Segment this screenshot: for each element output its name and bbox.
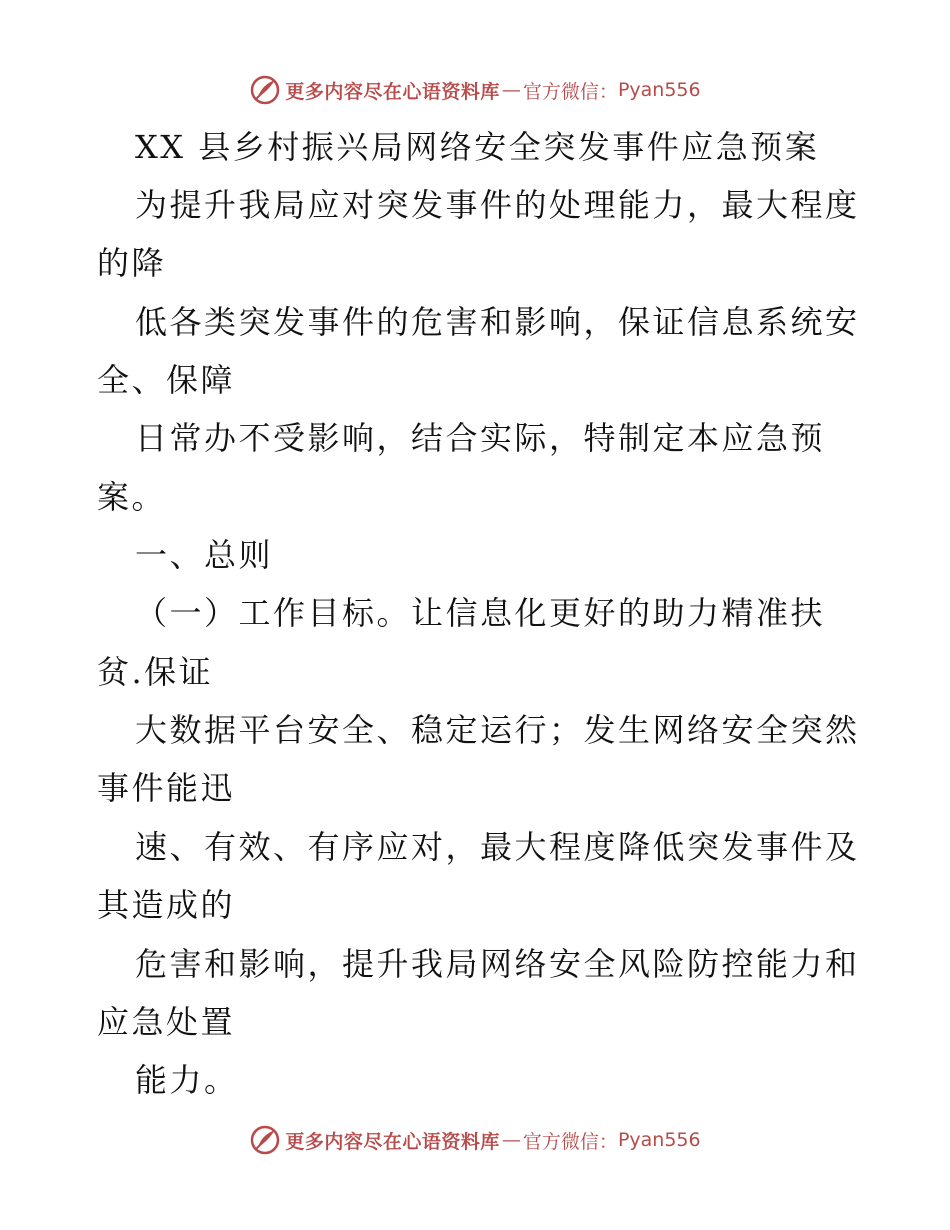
paragraph-line: 的降 <box>97 244 167 282</box>
paragraph-line: 危害和影响，提升我局网络安全风险防控能力和 <box>135 945 860 983</box>
paragraph-line: 应急处置 <box>97 1003 236 1041</box>
watermark-wechat-label: 官方微信： <box>522 80 618 103</box>
paragraph-line: 全、保障 <box>97 361 236 399</box>
watermark-separator: — <box>501 1129 521 1151</box>
paragraph-line: 其造成的 <box>97 886 236 924</box>
feather-pen-logo-icon <box>249 1124 281 1156</box>
watermark-wechat-label: 官方微信： <box>522 1130 618 1153</box>
paragraph-line: 低各类突发事件的危害和影响，保证信息系统安 <box>135 303 860 341</box>
section-heading: 一、总则 <box>135 536 274 574</box>
watermark-separator: — <box>501 79 521 101</box>
watermark-wechat-id: Pyan556 <box>617 1129 701 1151</box>
watermark-banner-top <box>0 70 950 110</box>
watermark-promo-text: 更多内容尽在心语资料库 <box>285 1130 500 1153</box>
paragraph-line: 贫.保证 <box>97 653 214 691</box>
paragraph-line: 事件能迅 <box>97 769 236 807</box>
paragraph-line: 能力。 <box>135 1061 239 1099</box>
paragraph-line: 速、有效、有序应对，最大程度降低突发事件及 <box>135 828 860 866</box>
paragraph-line: 为提升我局应对突发事件的处理能力，最大程度 <box>135 186 860 224</box>
paragraph-line: 日常办不受影响，结合实际，特制定本应急预 <box>135 419 826 457</box>
paragraph-line: 大数据平台安全、稳定运行；发生网络安全突然 <box>135 711 860 749</box>
paragraph-line: （一）工作目标。让信息化更好的助力精准扶 <box>135 594 826 632</box>
document-title: XX 县乡村振兴局网络安全突发事件应急预案 <box>135 128 820 166</box>
watermark-banner-bottom <box>0 1120 950 1160</box>
watermark-promo-text: 更多内容尽在心语资料库 <box>285 80 500 103</box>
feather-pen-logo-icon <box>249 74 281 106</box>
paragraph-line: 案。 <box>97 478 167 516</box>
watermark-wechat-id: Pyan556 <box>617 79 701 101</box>
